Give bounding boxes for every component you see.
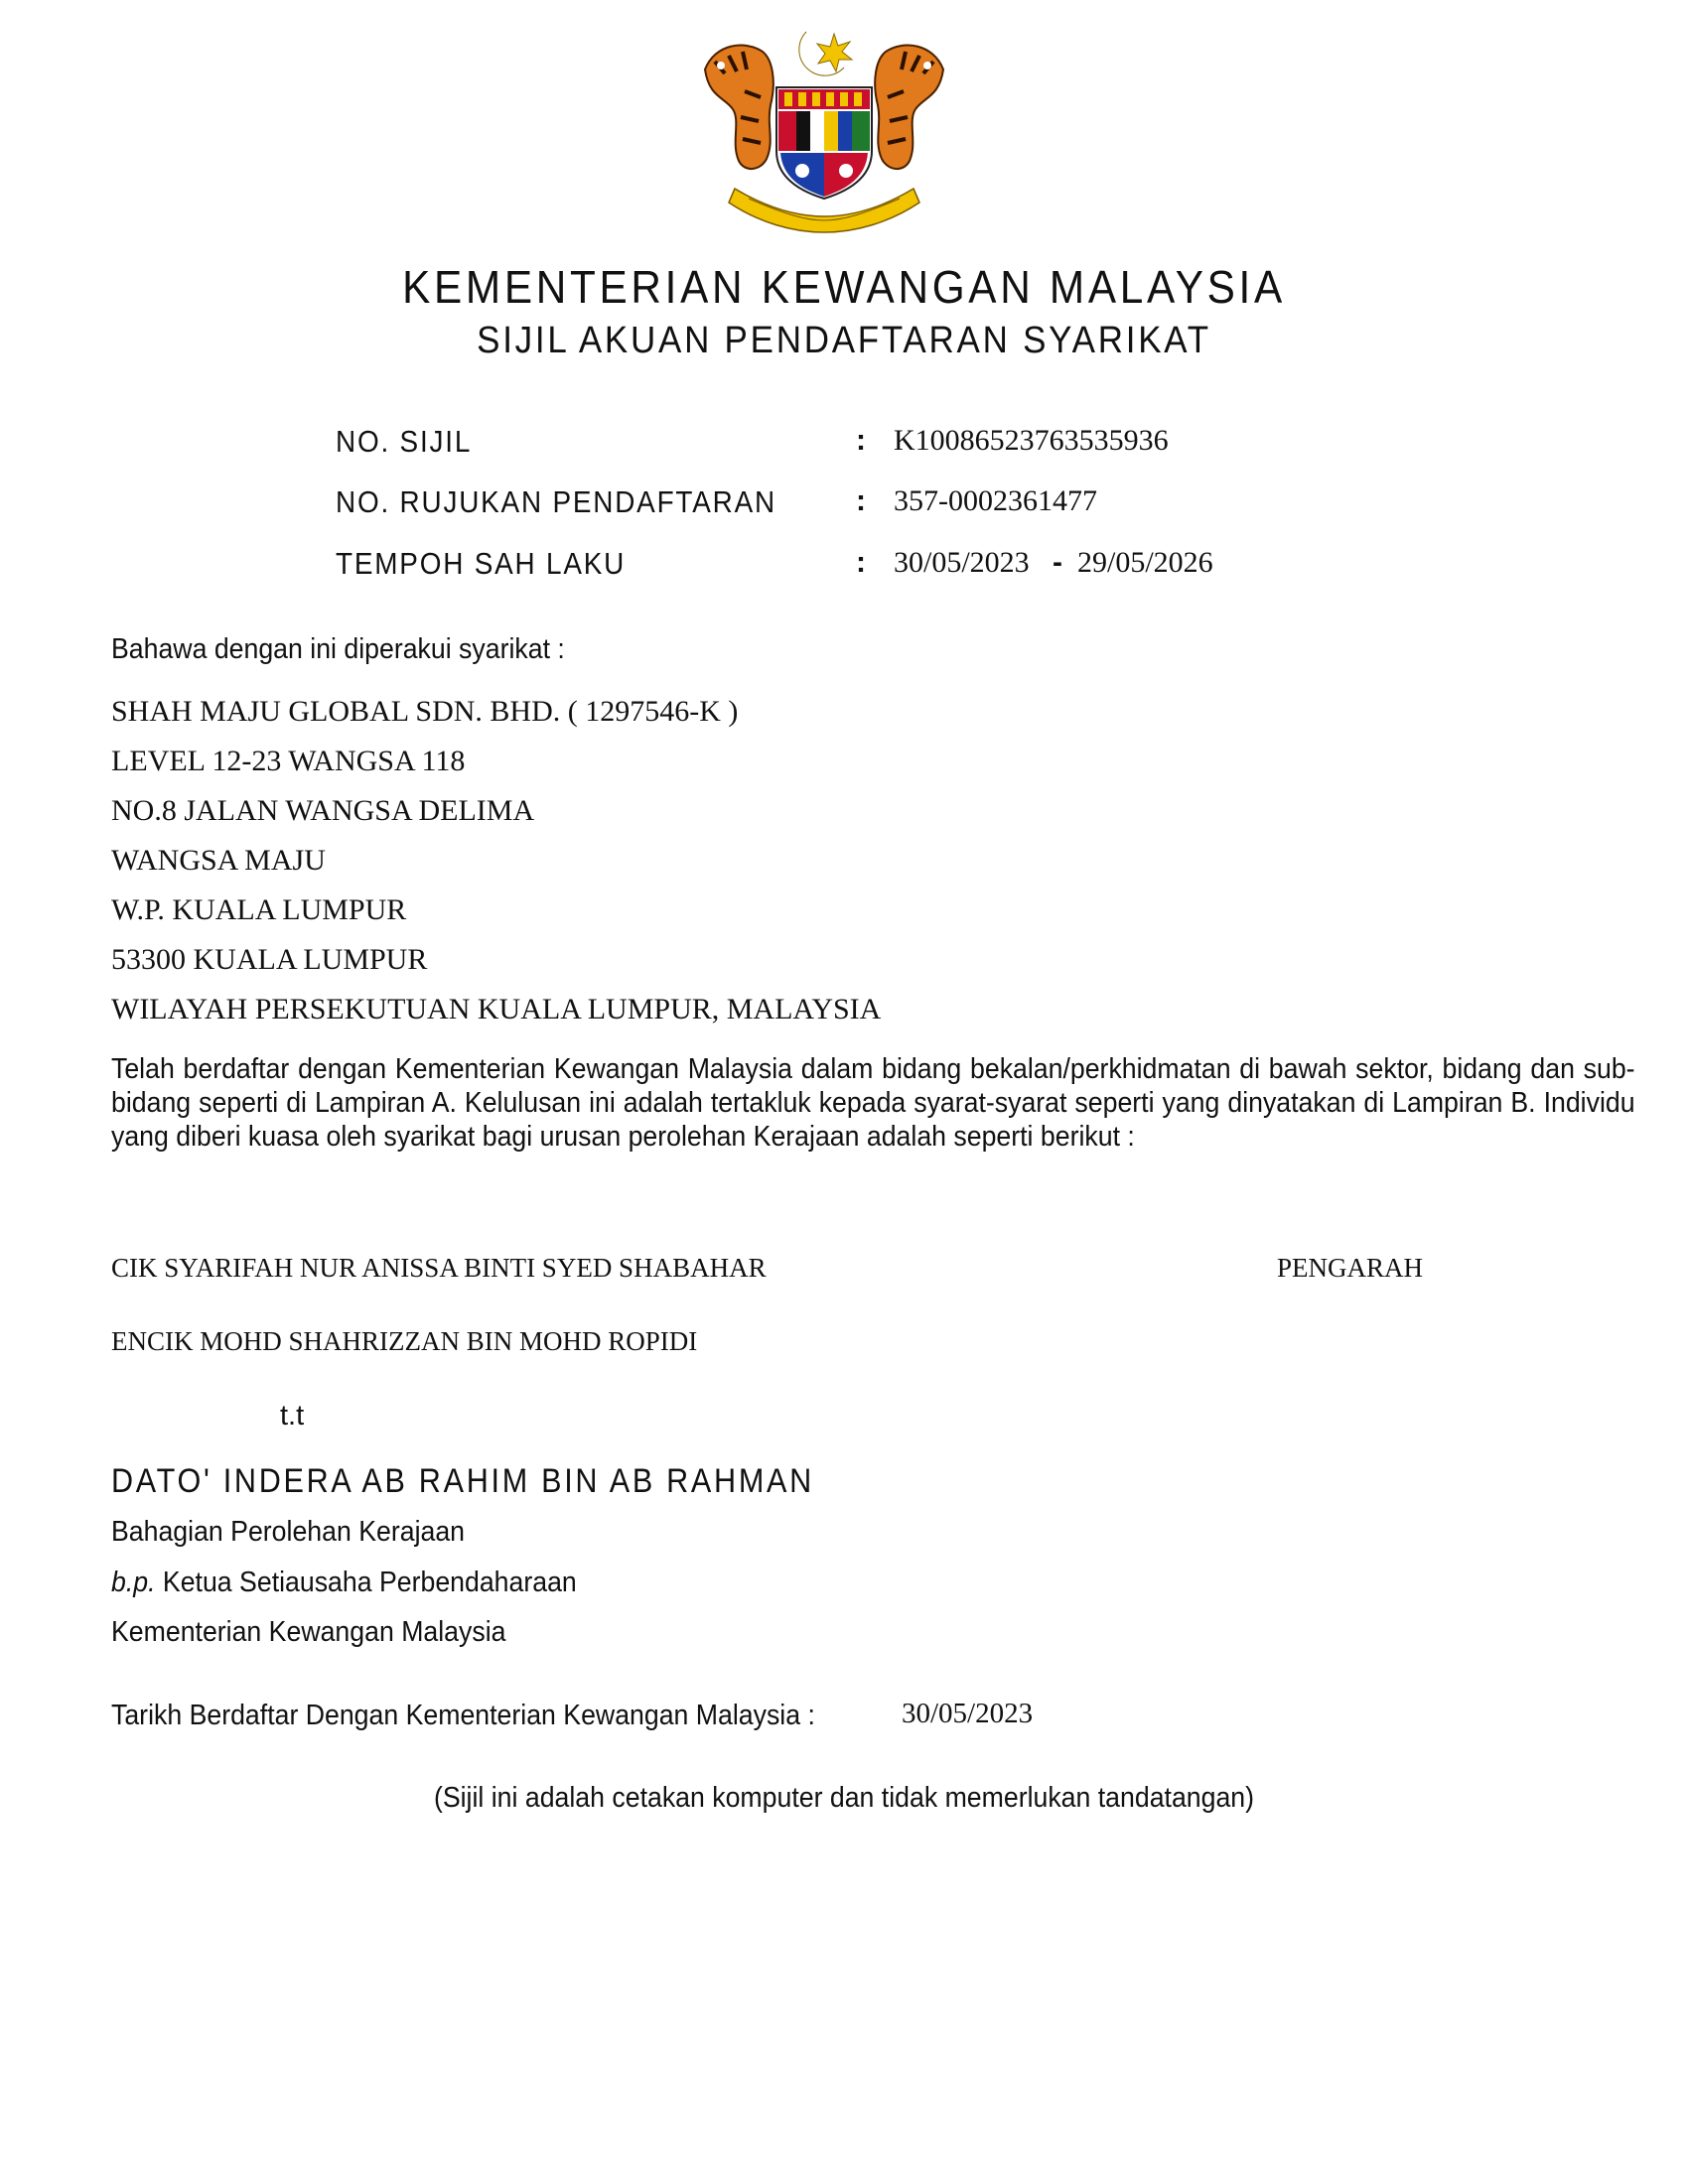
- colon: :: [856, 546, 866, 579]
- address-line: LEVEL 12-23 WANGSA 118: [111, 745, 466, 777]
- address-line: NO.8 JALAN WANGSA DELIMA: [111, 794, 535, 827]
- address-line: WILAYAH PERSEKUTUAN KUALA LUMPUR, MALAYSIA: [111, 993, 882, 1025]
- signer-on-behalf: [111, 1567, 577, 1599]
- valid-from-value: 30/05/2023: [894, 546, 1030, 579]
- company-name: SHAH MAJU GLOBAL SDN. BHD. ( 1297546-K ): [111, 695, 739, 728]
- address-line: 53300 KUALA LUMPUR: [111, 943, 428, 976]
- colon: :: [856, 484, 866, 517]
- signer-ministry: Kementerian Kewangan Malaysia: [111, 1616, 506, 1648]
- authorized-person-name: ENCIK MOHD SHAHRIZZAN BIN MOHD ROPIDI: [111, 1326, 698, 1356]
- registration-date-label: Tarikh Berdaftar Dengan Kementerian Kewangan Malaysia :: [111, 1700, 815, 1731]
- registration-date-value: 30/05/2023: [902, 1698, 1034, 1729]
- on-behalf-text: Ketua Setiausaha Perbendaharaan: [162, 1567, 577, 1598]
- tt-mark: t.t: [280, 1400, 305, 1432]
- colon: :: [856, 424, 866, 457]
- cert-no-row: [0, 424, 1688, 464]
- ref-no-row: [0, 484, 1688, 524]
- intro-text: Bahawa dengan ini diperakui syarikat :: [111, 633, 565, 665]
- ministry-title: KEMENTERIAN KEWANGAN MALAYSIA: [402, 261, 1286, 313]
- coat-of-arms-icon: [685, 22, 963, 238]
- cert-no-value: K10086523763535936: [894, 424, 1169, 457]
- address-line: WANGSA MAJU: [111, 844, 326, 877]
- validity-row: [0, 546, 1688, 586]
- address-line: W.P. KUALA LUMPUR: [111, 893, 407, 926]
- validity-label: TEMPOH SAH LAKU: [336, 546, 627, 581]
- body-paragraph: Telah berdaftar dengan Kementerian Kewangan Malaysia dalam bidang bekalan/perkhidmatan di bawah sektor, bidang dan sub-bidang seperti di Lampiran A. Kelulusan ini adalah tertakluk kepada syarat-syarat seperti yang dinyatakan di Lampiran B. Individu yang diberi kuasa oleh syarikat bagi urusan perolehan Kerajaan adalah seperti berikut :: [111, 1053, 1635, 1153]
- bp-prefix: b.p.: [111, 1567, 156, 1598]
- authorized-person-role: PENGARAH: [1277, 1253, 1424, 1283]
- certificate-title: SIJIL AKUAN PENDAFTARAN SYARIKAT: [477, 320, 1211, 361]
- cert-no-label: NO. SIJIL: [336, 424, 473, 459]
- footer-note: (Sijil ini adalah cetakan komputer dan tidak memerlukan tandatangan): [433, 1782, 1255, 1814]
- date-range-dash: -: [1053, 546, 1062, 579]
- signer-name: DATO' INDERA AB RAHIM BIN AB RAHMAN: [111, 1462, 814, 1500]
- valid-to-value: 29/05/2026: [1077, 546, 1213, 579]
- ref-no-value: 357-0002361477: [894, 484, 1097, 517]
- authorized-person-name: CIK SYARIFAH NUR ANISSA BINTI SYED SHABAHAR: [111, 1253, 767, 1283]
- signer-division: Bahagian Perolehan Kerajaan: [111, 1516, 466, 1548]
- ref-no-label: NO. RUJUKAN PENDAFTARAN: [336, 484, 776, 519]
